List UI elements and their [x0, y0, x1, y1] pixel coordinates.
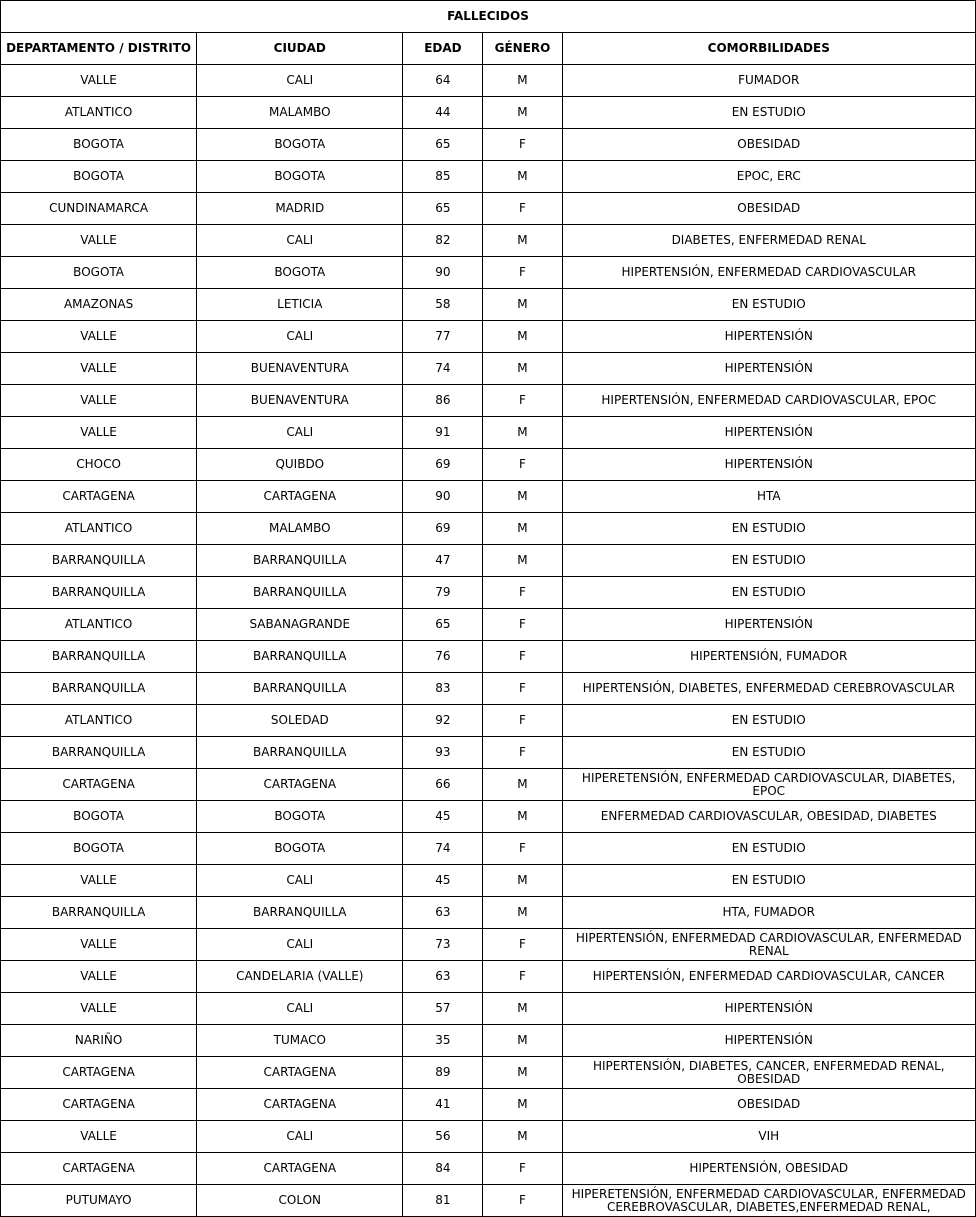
cell-edad: 69 — [403, 513, 483, 545]
cell-comorbilidades: EN ESTUDIO — [562, 705, 975, 737]
cell-departamento: CARTAGENA — [1, 1153, 197, 1185]
table-row — [1, 417, 976, 449]
cell-ciudad: CARTAGENA — [197, 1089, 403, 1121]
cell-edad: 83 — [403, 673, 483, 705]
cell-departamento: BARRANQUILLA — [1, 673, 197, 705]
cell-departamento: NARIÑO — [1, 1025, 197, 1057]
cell-ciudad: CARTAGENA — [197, 769, 403, 801]
cell-departamento: VALLE — [1, 1121, 197, 1153]
table-row — [1, 737, 976, 769]
cell-departamento: VALLE — [1, 225, 197, 257]
cell-genero: M — [483, 65, 562, 97]
cell-genero: M — [483, 993, 562, 1025]
cell-comorbilidades: HIPERTENSIÓN — [562, 321, 975, 353]
cell-genero: F — [483, 641, 562, 673]
cell-comorbilidades: HIPERTENSIÓN — [562, 993, 975, 1025]
cell-ciudad: CARTAGENA — [197, 1153, 403, 1185]
cell-departamento: BOGOTA — [1, 257, 197, 289]
cell-edad: 77 — [403, 321, 483, 353]
cell-edad: 74 — [403, 353, 483, 385]
cell-departamento: BARRANQUILLA — [1, 737, 197, 769]
cell-departamento: VALLE — [1, 961, 197, 993]
cell-genero: F — [483, 1153, 562, 1185]
cell-departamento: CARTAGENA — [1, 1089, 197, 1121]
cell-comorbilidades: OBESIDAD — [562, 129, 975, 161]
cell-genero: M — [483, 865, 562, 897]
cell-edad: 76 — [403, 641, 483, 673]
cell-ciudad: TUMACO — [197, 1025, 403, 1057]
cell-comorbilidades: HIPERTENSIÓN, DIABETES, ENFERMEDAD CEREBROVASCULAR — [562, 673, 975, 705]
cell-edad: 45 — [403, 865, 483, 897]
cell-edad: 64 — [403, 65, 483, 97]
cell-edad: 73 — [403, 929, 483, 961]
cell-ciudad: CALI — [197, 865, 403, 897]
cell-ciudad: CALI — [197, 417, 403, 449]
cell-genero: M — [483, 97, 562, 129]
cell-departamento: PUTUMAYO — [1, 1185, 197, 1217]
cell-ciudad: BARRANQUILLA — [197, 577, 403, 609]
cell-departamento: BOGOTA — [1, 161, 197, 193]
table-row — [1, 481, 976, 513]
cell-edad: 92 — [403, 705, 483, 737]
cell-edad: 63 — [403, 897, 483, 929]
cell-ciudad: CALI — [197, 1121, 403, 1153]
cell-comorbilidades: HIPERETENSIÓN, ENFERMEDAD CARDIOVASCULAR, DIABETES, EPOC — [562, 769, 975, 801]
table-row — [1, 449, 976, 481]
cell-genero: M — [483, 1057, 562, 1089]
cell-ciudad: COLON — [197, 1185, 403, 1217]
cell-comorbilidades: EN ESTUDIO — [562, 289, 975, 321]
cell-genero: F — [483, 1185, 562, 1217]
cell-edad: 44 — [403, 97, 483, 129]
table-row — [1, 1057, 976, 1089]
cell-departamento: BARRANQUILLA — [1, 545, 197, 577]
table-row — [1, 193, 976, 225]
cell-departamento: ATLANTICO — [1, 97, 197, 129]
table-row — [1, 961, 976, 993]
cell-genero: M — [483, 417, 562, 449]
cell-edad: 63 — [403, 961, 483, 993]
cell-ciudad: BARRANQUILLA — [197, 545, 403, 577]
cell-ciudad: BARRANQUILLA — [197, 737, 403, 769]
cell-comorbilidades: HIPERTENSIÓN, ENFERMEDAD CARDIOVASCULAR, ENFERMEDAD RENAL — [562, 929, 975, 961]
cell-genero: M — [483, 353, 562, 385]
table-row — [1, 833, 976, 865]
cell-departamento: ATLANTICO — [1, 705, 197, 737]
cell-comorbilidades: EN ESTUDIO — [562, 737, 975, 769]
table-row — [1, 1089, 976, 1121]
cell-comorbilidades: HIPERTENSIÓN, DIABETES, CANCER, ENFERMEDAD RENAL, OBESIDAD — [562, 1057, 975, 1089]
cell-departamento: CARTAGENA — [1, 769, 197, 801]
cell-comorbilidades: EN ESTUDIO — [562, 513, 975, 545]
cell-genero: F — [483, 705, 562, 737]
cell-genero: M — [483, 513, 562, 545]
cell-genero: M — [483, 1089, 562, 1121]
table-row — [1, 865, 976, 897]
cell-genero: M — [483, 289, 562, 321]
cell-ciudad: BARRANQUILLA — [197, 897, 403, 929]
cell-ciudad: CALI — [197, 225, 403, 257]
cell-genero: M — [483, 1121, 562, 1153]
cell-edad: 90 — [403, 257, 483, 289]
cell-comorbilidades: HIPERTENSIÓN, OBESIDAD — [562, 1153, 975, 1185]
cell-edad: 65 — [403, 129, 483, 161]
cell-edad: 56 — [403, 1121, 483, 1153]
cell-comorbilidades: HIPERTENSIÓN, ENFERMEDAD CARDIOVASCULAR — [562, 257, 975, 289]
cell-departamento: VALLE — [1, 385, 197, 417]
cell-comorbilidades: HIPERTENSIÓN — [562, 353, 975, 385]
cell-departamento: BARRANQUILLA — [1, 897, 197, 929]
cell-departamento: ATLANTICO — [1, 513, 197, 545]
header-row — [1, 33, 976, 65]
cell-edad: 93 — [403, 737, 483, 769]
cell-comorbilidades: HIPERTENSIÓN — [562, 449, 975, 481]
cell-comorbilidades: EN ESTUDIO — [562, 865, 975, 897]
table-row — [1, 993, 976, 1025]
cell-comorbilidades: HIPERTENSIÓN — [562, 417, 975, 449]
cell-genero: M — [483, 225, 562, 257]
cell-ciudad: BARRANQUILLA — [197, 673, 403, 705]
cell-edad: 90 — [403, 481, 483, 513]
cell-departamento: CUNDINAMARCA — [1, 193, 197, 225]
cell-comorbilidades: FUMADOR — [562, 65, 975, 97]
cell-edad: 45 — [403, 801, 483, 833]
cell-departamento: CHOCO — [1, 449, 197, 481]
cell-ciudad: MALAMBO — [197, 513, 403, 545]
cell-comorbilidades: HIPERTENSIÓN, FUMADOR — [562, 641, 975, 673]
cell-comorbilidades: ENFERMEDAD CARDIOVASCULAR, OBESIDAD, DIABETES — [562, 801, 975, 833]
cell-comorbilidades: EN ESTUDIO — [562, 577, 975, 609]
cell-edad: 69 — [403, 449, 483, 481]
cell-ciudad: SABANAGRANDE — [197, 609, 403, 641]
table-row — [1, 321, 976, 353]
table-title: FALLECIDOS — [1, 1, 976, 33]
cell-departamento: VALLE — [1, 65, 197, 97]
cell-genero: F — [483, 673, 562, 705]
table-row — [1, 769, 976, 801]
cell-departamento: VALLE — [1, 865, 197, 897]
cell-departamento: BOGOTA — [1, 129, 197, 161]
cell-departamento: VALLE — [1, 321, 197, 353]
cell-genero: M — [483, 1025, 562, 1057]
cell-comorbilidades: DIABETES, ENFERMEDAD RENAL — [562, 225, 975, 257]
cell-genero: F — [483, 929, 562, 961]
cell-comorbilidades: HIPERTENSIÓN, ENFERMEDAD CARDIOVASCULAR, EPOC — [562, 385, 975, 417]
cell-departamento: VALLE — [1, 353, 197, 385]
column-header-genero: GÉNERO — [483, 33, 562, 65]
cell-ciudad: MADRID — [197, 193, 403, 225]
cell-edad: 66 — [403, 769, 483, 801]
cell-ciudad: CALI — [197, 65, 403, 97]
cell-ciudad: LETICIA — [197, 289, 403, 321]
cell-comorbilidades: OBESIDAD — [562, 1089, 975, 1121]
cell-ciudad: MALAMBO — [197, 97, 403, 129]
cell-departamento: AMAZONAS — [1, 289, 197, 321]
cell-ciudad: BOGOTA — [197, 833, 403, 865]
cell-edad: 65 — [403, 609, 483, 641]
cell-edad: 65 — [403, 193, 483, 225]
table-row — [1, 897, 976, 929]
cell-edad: 41 — [403, 1089, 483, 1121]
table-row — [1, 385, 976, 417]
column-header-ciudad: CIUDAD — [197, 33, 403, 65]
cell-edad: 74 — [403, 833, 483, 865]
cell-ciudad: CALI — [197, 929, 403, 961]
table-row — [1, 257, 976, 289]
table-row — [1, 97, 976, 129]
cell-genero: M — [483, 321, 562, 353]
table-row — [1, 129, 976, 161]
cell-comorbilidades: VIH — [562, 1121, 975, 1153]
table-row — [1, 641, 976, 673]
cell-departamento: VALLE — [1, 417, 197, 449]
cell-departamento: BOGOTA — [1, 801, 197, 833]
table-row — [1, 513, 976, 545]
cell-ciudad: BOGOTA — [197, 257, 403, 289]
cell-edad: 85 — [403, 161, 483, 193]
cell-ciudad: CARTAGENA — [197, 481, 403, 513]
cell-ciudad: QUIBDO — [197, 449, 403, 481]
cell-genero: F — [483, 193, 562, 225]
cell-edad: 91 — [403, 417, 483, 449]
cell-genero: F — [483, 577, 562, 609]
cell-edad: 81 — [403, 1185, 483, 1217]
table-row — [1, 545, 976, 577]
table-row — [1, 929, 976, 961]
cell-comorbilidades: EPOC, ERC — [562, 161, 975, 193]
cell-departamento: CARTAGENA — [1, 481, 197, 513]
table-body — [1, 65, 976, 1217]
cell-edad: 84 — [403, 1153, 483, 1185]
title-row — [1, 1, 976, 33]
cell-genero: F — [483, 961, 562, 993]
cell-departamento: BARRANQUILLA — [1, 577, 197, 609]
table-row — [1, 801, 976, 833]
table-row — [1, 1025, 976, 1057]
table-row — [1, 353, 976, 385]
cell-ciudad: CARTAGENA — [197, 1057, 403, 1089]
cell-genero: F — [483, 257, 562, 289]
cell-ciudad: SOLEDAD — [197, 705, 403, 737]
cell-ciudad: CANDELARIA (VALLE) — [197, 961, 403, 993]
cell-edad: 86 — [403, 385, 483, 417]
cell-comorbilidades: HIPERTENSIÓN — [562, 609, 975, 641]
cell-edad: 58 — [403, 289, 483, 321]
cell-ciudad: CALI — [197, 993, 403, 1025]
column-header-edad: EDAD — [403, 33, 483, 65]
cell-genero: M — [483, 769, 562, 801]
table-row — [1, 705, 976, 737]
cell-genero: F — [483, 833, 562, 865]
cell-departamento: BARRANQUILLA — [1, 641, 197, 673]
table-row — [1, 1185, 976, 1217]
table-row — [1, 1121, 976, 1153]
cell-ciudad: BUENAVENTURA — [197, 353, 403, 385]
cell-comorbilidades: HIPERTENSIÓN — [562, 1025, 975, 1057]
table-row — [1, 289, 976, 321]
cell-comorbilidades: EN ESTUDIO — [562, 833, 975, 865]
cell-ciudad: CALI — [197, 321, 403, 353]
table-row — [1, 1153, 976, 1185]
cell-genero: F — [483, 609, 562, 641]
table-row — [1, 161, 976, 193]
cell-genero: F — [483, 737, 562, 769]
table-row — [1, 609, 976, 641]
cell-edad: 47 — [403, 545, 483, 577]
cell-ciudad: BUENAVENTURA — [197, 385, 403, 417]
cell-genero: F — [483, 385, 562, 417]
table-row — [1, 577, 976, 609]
cell-edad: 89 — [403, 1057, 483, 1089]
cell-ciudad: BOGOTA — [197, 129, 403, 161]
cell-comorbilidades: HIPERETENSIÓN, ENFERMEDAD CARDIOVASCULAR, ENFERMEDAD CEREBROVASCULAR, DIABETES,ENFERMEDAD RENAL, — [562, 1185, 975, 1217]
column-header-comorbilidades: COMORBILIDADES — [562, 33, 975, 65]
column-header-departamento: DEPARTAMENTO / DISTRITO — [1, 33, 197, 65]
cell-ciudad: BOGOTA — [197, 161, 403, 193]
cell-comorbilidades: OBESIDAD — [562, 193, 975, 225]
cell-edad: 82 — [403, 225, 483, 257]
cell-departamento: VALLE — [1, 993, 197, 1025]
cell-genero: M — [483, 161, 562, 193]
cell-departamento: ATLANTICO — [1, 609, 197, 641]
cell-comorbilidades: HIPERTENSIÓN, ENFERMEDAD CARDIOVASCULAR, CANCER — [562, 961, 975, 993]
table-row — [1, 673, 976, 705]
cell-ciudad: BARRANQUILLA — [197, 641, 403, 673]
cell-edad: 79 — [403, 577, 483, 609]
cell-departamento: VALLE — [1, 929, 197, 961]
cell-genero: F — [483, 449, 562, 481]
table-row — [1, 65, 976, 97]
cell-ciudad: BOGOTA — [197, 801, 403, 833]
cell-genero: M — [483, 545, 562, 577]
cell-genero: M — [483, 897, 562, 929]
cell-genero: M — [483, 801, 562, 833]
cell-comorbilidades: EN ESTUDIO — [562, 97, 975, 129]
cell-comorbilidades: EN ESTUDIO — [562, 545, 975, 577]
cell-edad: 35 — [403, 1025, 483, 1057]
table-row — [1, 225, 976, 257]
cell-genero: F — [483, 129, 562, 161]
cell-edad: 57 — [403, 993, 483, 1025]
cell-genero: M — [483, 481, 562, 513]
cell-comorbilidades: HTA, FUMADOR — [562, 897, 975, 929]
cell-departamento: CARTAGENA — [1, 1057, 197, 1089]
cell-comorbilidades: HTA — [562, 481, 975, 513]
cell-departamento: BOGOTA — [1, 833, 197, 865]
